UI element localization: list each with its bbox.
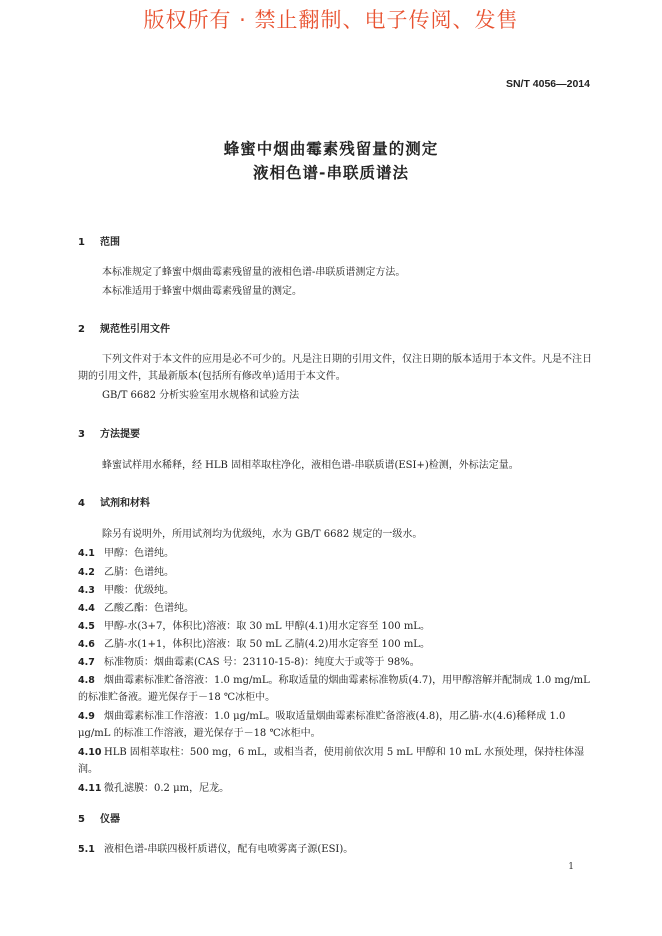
list-item: 5.1 液相色谱-串联四极杆质谱仪，配有电喷雾离子源(ESI)。 bbox=[78, 844, 354, 855]
document-subtitle: 液相色谱-串联质谱法 bbox=[253, 164, 409, 182]
paragraph: 本标准规定了蜂蜜中烟曲霉素残留量的液相色谱-串联质谱测定方法。 bbox=[102, 267, 406, 278]
list-item: 4.5 甲醇-水(3+7，体积比)溶液：取 30 mL 甲醇(4.1)用水定容至 100 mL。 bbox=[78, 621, 430, 632]
list-item: 4.3 甲酸：优级纯。 bbox=[78, 585, 174, 596]
section-title: 方法提要 bbox=[100, 429, 140, 440]
list-item: 4.1 甲醇：色谱纯。 bbox=[78, 548, 174, 559]
list-item: 4.11 微孔滤膜：0.2 μm，尼龙。 bbox=[78, 783, 230, 794]
list-item: 4.7 标准物质：烟曲霉素(CAS 号：23110-15-8)：纯度大于或等于 98%。 bbox=[78, 657, 420, 668]
list-item: 4.9 烟曲霉素标准工作溶液：1.0 μg/mL。吸取适量烟曲霉素标准贮备溶液(4.8)，用乙腈-水(4.6)稀释成 1.0 μg/mL 的标准工作溶液，避光保存于－18 ℃冰柜中。 bbox=[78, 711, 566, 739]
paragraph: 除另有说明外，所用试剂均为优级纯，水为 GB/T 6682 规定的一级水。 bbox=[102, 529, 423, 540]
list-item: 4.2 乙腈：色谱纯。 bbox=[78, 567, 174, 578]
paragraph: 下列文件对于本文件的应用是必不可少的。凡是注日期的引用文件，仅注日期的版本适用于本文件。凡是不注日期的引用文件，其最新版本(包括所有修改单)适用于本文件。 bbox=[78, 354, 592, 382]
section-number: 2 bbox=[78, 324, 85, 335]
section-heading-scope bbox=[78, 233, 120, 248]
section-title: 仪器 bbox=[100, 814, 120, 825]
copyright-banner: 版权所有 · 禁止翻制、电子传阅、发售 bbox=[143, 8, 519, 32]
section-number: 5 bbox=[78, 814, 85, 825]
list-item: 4.8 烟曲霉素标准贮备溶液：1.0 mg/mL。称取适量的烟曲霉素标准物质(4.7)，用甲醇溶解并配制成 1.0 mg/mL 的标准贮备液。避光保存于－18 ℃冰柜中。 bbox=[78, 675, 590, 703]
section-number: 4 bbox=[78, 498, 85, 509]
list-item: 4.4 乙酸乙酯：色谱纯。 bbox=[78, 603, 194, 614]
standard-number: SN/T 4056—2014 bbox=[505, 78, 590, 90]
paragraph: 蜂蜜试样用水稀释，经 HLB 固相萃取柱净化，液相色谱-串联质谱(ESI+)检测，外标法定量。 bbox=[102, 460, 519, 471]
section-title: 范围 bbox=[100, 237, 120, 248]
page-number: 1 bbox=[568, 862, 574, 872]
section-heading-principle bbox=[78, 425, 140, 440]
section-heading-reagents bbox=[78, 494, 150, 509]
section-number: 3 bbox=[78, 429, 85, 440]
section-title: 规范性引用文件 bbox=[100, 324, 170, 335]
paragraph: 本标准适用于蜂蜜中烟曲霉素残留量的测定。 bbox=[102, 286, 302, 297]
section-number: 1 bbox=[78, 237, 85, 248]
list-item: 4.6 乙腈-水(1+1，体积比)溶液：取 50 mL 乙腈(4.2)用水定容至 100 mL。 bbox=[78, 639, 430, 650]
document-title: 蜂蜜中烟曲霉素残留量的测定 bbox=[223, 140, 439, 158]
list-item: 4.10 HLB 固相萃取柱：500 mg，6 mL，或相当者，使用前依次用 5 mL 甲醇和 10 mL 水预处理，保持柱体湿润。 bbox=[78, 747, 585, 775]
section-heading-normative-references bbox=[78, 320, 170, 335]
section-heading-apparatus bbox=[78, 810, 120, 825]
section-title: 试剂和材料 bbox=[100, 498, 150, 509]
reference-entry: GB/T 6682 分析实验室用水规格和试验方法 bbox=[102, 390, 300, 401]
